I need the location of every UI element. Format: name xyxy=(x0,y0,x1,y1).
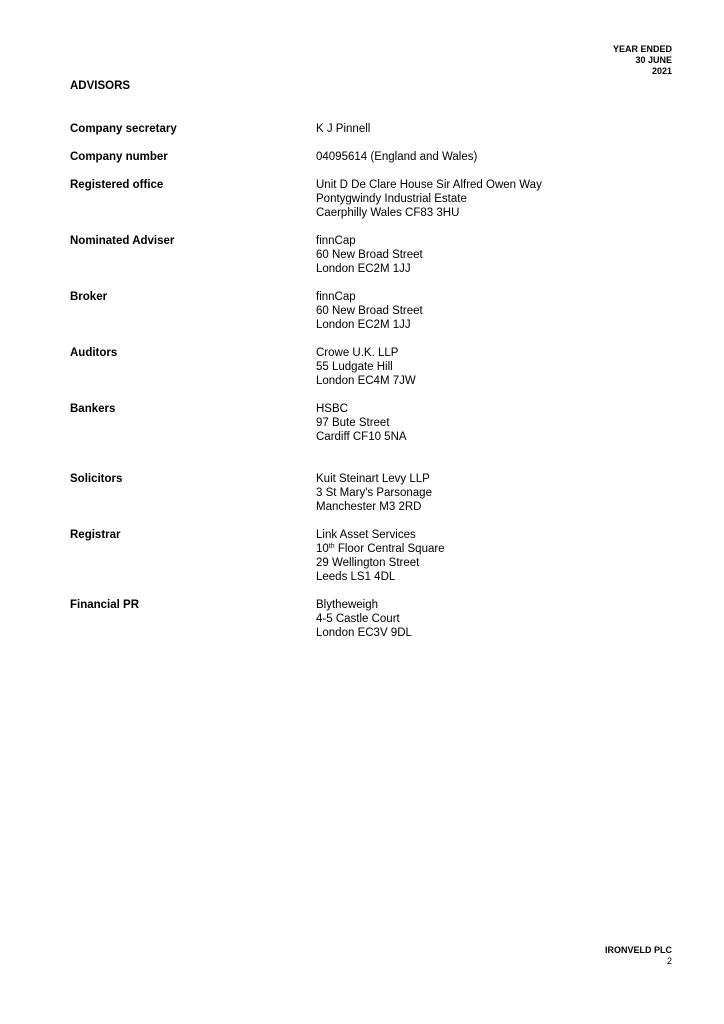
advisor-value xyxy=(316,402,407,444)
advisor-line: Link Asset Services xyxy=(316,529,416,541)
advisor-line: finnCap xyxy=(316,235,356,247)
advisor-line: Crowe U.K. LLP xyxy=(316,347,399,359)
advisor-line: 29 Wellington Street xyxy=(316,557,420,569)
advisor-line: K J Pinnell xyxy=(316,123,371,135)
advisor-label: Auditors xyxy=(70,347,118,359)
advisor-line: 97 Bute Street xyxy=(316,417,390,429)
advisor-line: Pontygwindy Industrial Estate xyxy=(316,193,467,205)
advisor-line: Blytheweigh xyxy=(316,599,379,611)
floor-number: 10 xyxy=(316,543,329,555)
advisor-line: London EC2M 1JJ xyxy=(316,263,411,275)
advisor-label: Registered office xyxy=(70,179,164,191)
advisor-line: finnCap xyxy=(316,291,356,303)
advisor-line: Unit D De Clare House Sir Alfred Owen Way xyxy=(316,179,542,191)
page-number: 2 xyxy=(666,956,672,966)
footer-company-name: IRONVELD PLC xyxy=(604,945,672,955)
advisor-line-floor xyxy=(316,542,445,556)
advisor-line: 04095614 (England and Wales) xyxy=(316,151,478,163)
page-footer xyxy=(605,945,672,967)
advisor-value xyxy=(316,234,423,276)
advisor-line: 55 Ludgate Hill xyxy=(316,361,393,373)
floor-text: Floor Central Square xyxy=(334,543,445,555)
advisor-value xyxy=(316,290,423,332)
advisor-label: Company number xyxy=(70,151,168,163)
advisor-value xyxy=(316,178,542,220)
advisor-line: London EC3V 9DL xyxy=(316,627,412,639)
advisor-label: Bankers xyxy=(70,403,116,415)
advisor-label: Solicitors xyxy=(70,473,123,485)
advisor-label: Company secretary xyxy=(70,123,177,135)
advisor-line: 4-5 Castle Court xyxy=(316,613,400,625)
header-line-2: 30 JUNE xyxy=(635,55,672,65)
floor-ordinal: th xyxy=(328,543,335,550)
advisor-label: Registrar xyxy=(70,529,121,541)
advisor-line: Caerphilly Wales CF83 3HU xyxy=(316,207,460,219)
advisor-line: London EC4M 7JW xyxy=(316,375,416,387)
header-line-3: 2021 xyxy=(651,66,672,76)
advisor-value xyxy=(316,150,477,164)
advisor-line: Kuit Steinart Levy LLP xyxy=(316,473,430,485)
header-line-1: YEAR ENDED xyxy=(612,44,672,54)
advisor-value xyxy=(316,598,412,640)
advisor-value xyxy=(316,528,445,584)
page-title: ADVISORS xyxy=(70,80,131,92)
advisor-line: Cardiff CF10 5NA xyxy=(316,431,407,443)
advisor-line: Leeds LS1 4DL xyxy=(316,571,396,583)
report-period-header xyxy=(613,44,672,77)
advisor-line: 60 New Broad Street xyxy=(316,305,423,317)
advisor-value xyxy=(316,472,432,514)
advisor-label: Nominated Adviser xyxy=(70,235,175,247)
advisor-value xyxy=(316,346,416,388)
advisor-line: London EC2M 1JJ xyxy=(316,319,411,331)
advisor-value xyxy=(316,122,370,136)
advisor-line: 60 New Broad Street xyxy=(316,249,423,261)
advisor-line: Manchester M3 2RD xyxy=(316,501,422,513)
advisor-line: HSBC xyxy=(316,403,348,415)
advisor-line: 3 St Mary's Parsonage xyxy=(316,487,432,499)
advisor-label: Financial PR xyxy=(70,599,140,611)
advisor-label: Broker xyxy=(70,291,108,303)
